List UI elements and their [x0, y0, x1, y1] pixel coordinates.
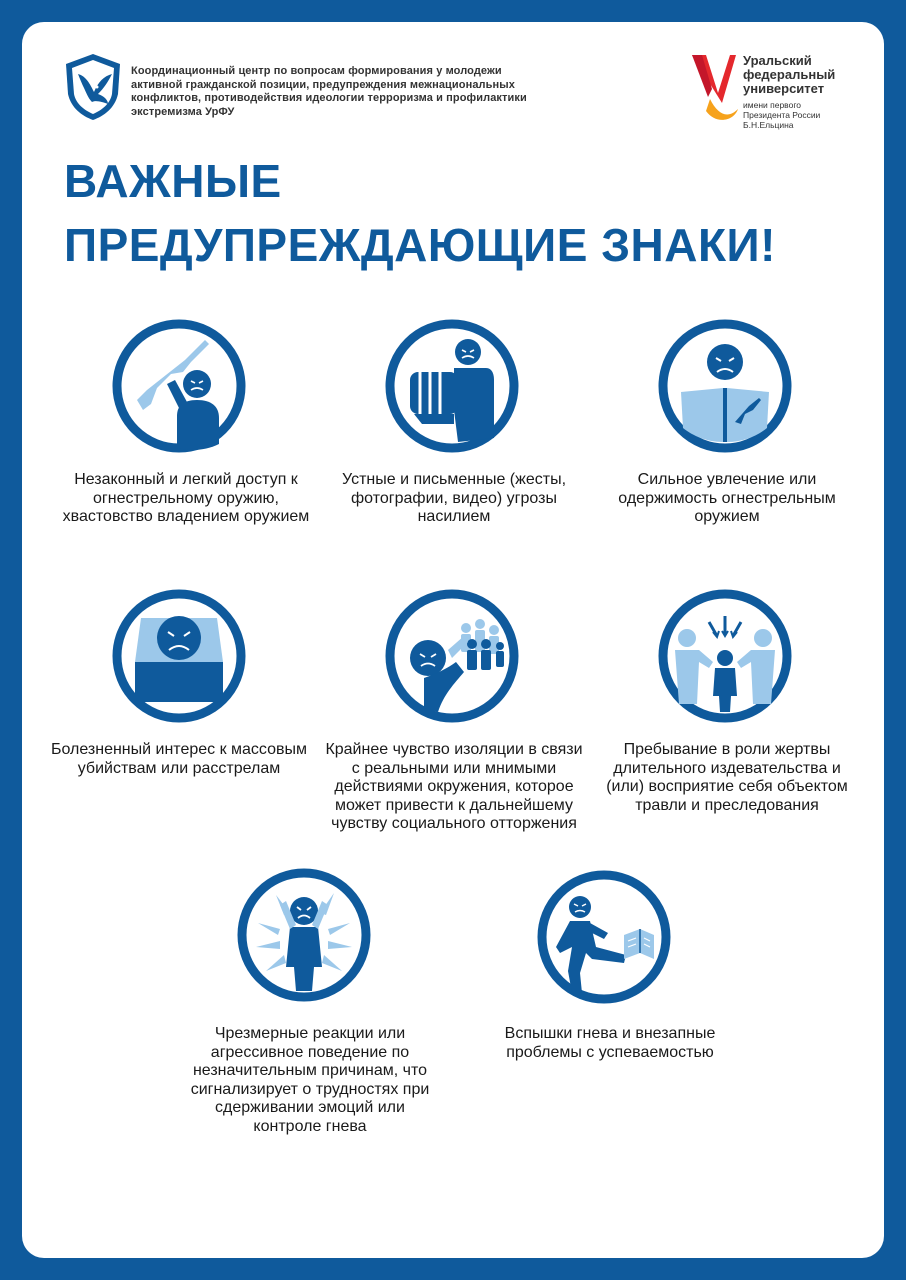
- fist-threat-icon: [384, 318, 520, 454]
- outburst-icon: [236, 867, 372, 1003]
- urfu-logo-icon: [688, 53, 740, 123]
- page-title-line2: ПРЕДУПРЕЖДАЮЩИЕ ЗНАКИ!: [64, 219, 776, 271]
- university-name: [743, 54, 843, 96]
- sign-5-caption: Крайнее чувство изоляции в связи с реальными или мнимыми действиями окружения, которое может привести к дальнейшему чувству социального отторжения: [325, 741, 583, 832]
- shield-dove-logo-icon: [64, 52, 122, 122]
- sign-1-caption: Незаконный и легкий доступ к огнестрельному оружию, хвастовство владением оружием: [62, 471, 310, 525]
- sign-2-caption: Устные и письменные (жесты, фотографии, видео) угрозы насилием: [341, 471, 567, 525]
- weapon-magazine-icon: [657, 318, 793, 454]
- page-title-line1: ВАЖНЫЕ: [64, 155, 282, 207]
- rifle-raised-icon: [111, 318, 247, 454]
- computer-screen-face-icon: [111, 588, 247, 724]
- university-subtitle: имени первого Президента России Б.Н.Ельцина: [743, 100, 821, 130]
- university-name-text: Уральский федеральный университет: [743, 53, 836, 96]
- sign-8-caption: Вспышки гнева и внезапные проблемы с успеваемостью: [504, 1025, 716, 1061]
- sign-3-caption: Сильное увлечение или одержимость огнестрельным оружием: [618, 471, 836, 525]
- isolation-crowd-icon: [384, 588, 520, 724]
- coordination-center-text: Координационный центр по вопросам формирования у молодежи активной гражданской позиции, предупреждения межнациональных конфликтов, противодействия идеологии терроризма и профилактики экстремизма УрФУ: [131, 65, 527, 118]
- sign-7-caption: Чрезмерные реакции или агрессивное поведение по незначительным причинам, что сигнализирует о трудностях при сдерживании эмоций или контроле гнева: [190, 1025, 430, 1135]
- sign-6-caption: Пребывание в роли жертвы длительного издевательства и (или) восприятие себя объектом травли и преследования: [606, 741, 848, 814]
- kick-book-icon: [536, 869, 672, 1005]
- bullying-victim-icon: [657, 588, 793, 724]
- sign-4-caption: Болезненный интерес к массовым убийствам или расстрелам: [50, 741, 308, 777]
